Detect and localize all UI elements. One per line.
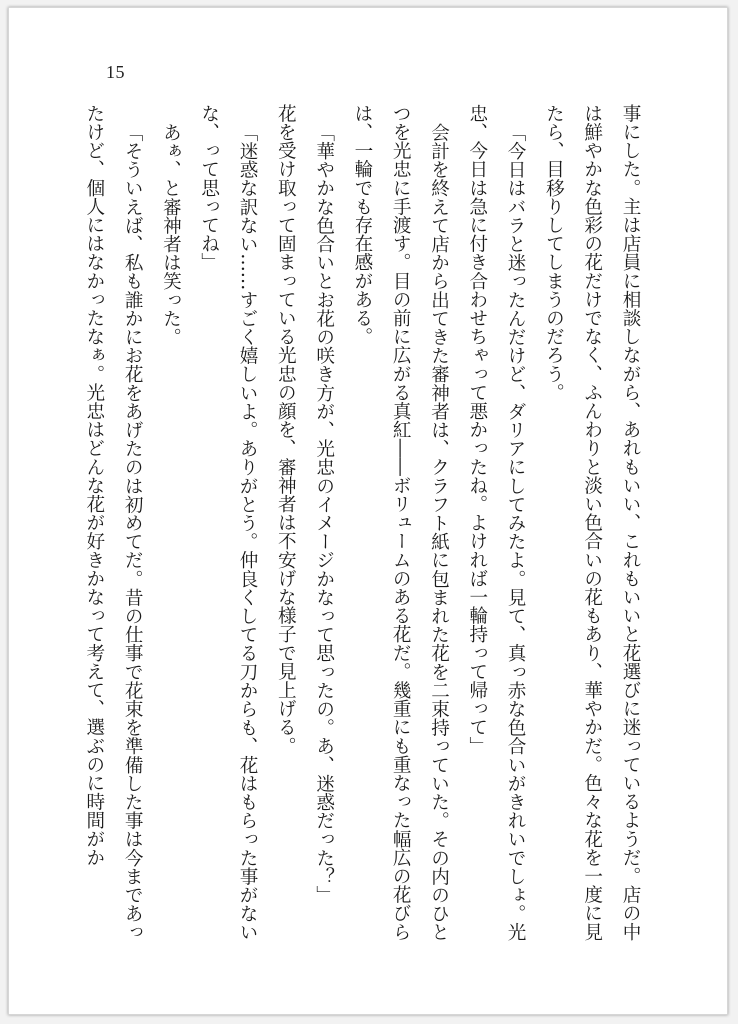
paragraph-3: 会計を終えて店から出てきた審神者は、クラフト紙に包まれた花を二束持っていた。その内のひとつを光忠に手渡す。目の前に広がる真紅――ボリュームのある花だ。幾重にも重なった幅広の花びらは、一輪でも存在感がある。 xyxy=(351,104,450,941)
page-number: 15 xyxy=(106,62,125,82)
paragraph-8: 「そういえば、私も誰かにお花をあげたのは初めてだ。昔の仕事で花束を準備した事は今まであったけど、個人にはなかったなぁ。光忠はどんな花が好きかなって考えて、選ぶのに時間がか xyxy=(83,104,144,941)
paragraph-2: 「今日はバラと迷ったんだけど、ダリアにしてみたよ。見て、真っ赤な色合いがきれいでしょ。光忠、今日は急に付き合わせちゃって悪かったね。よければ一輪持って帰って」 xyxy=(466,104,527,941)
vertical-text-body xyxy=(83,104,649,949)
paragraph-6: 「迷惑な訳ない……すごく嬉しいよ。ありがとう。仲良くしてる刀からも、花はもらった事がないな、って思ってね」 xyxy=(198,104,259,941)
paragraph-4: 「華やかな色合いとお花の咲き方が、光忠のイメージかなって思ったの。あ、迷惑だった？」 xyxy=(313,122,335,904)
paragraph-5: 花を受け取って固まっている光忠の顔を、審神者は不安げな様子で見上げる。 xyxy=(275,104,297,755)
document-page xyxy=(8,7,728,1015)
paragraph-7: あぁ、と審神者は笑った。 xyxy=(160,122,182,346)
paragraph-1: 事にした。主は店員に相談しながら、あれもいい、これもいいと花選びに迷っているようだ。店の中は鮮やかな色彩の花だけでなく、ふんわりと淡い色合いの花もあり、華やかだ。色々な花を一度に見たら、目移りしてしまうのだろう。 xyxy=(543,104,641,941)
